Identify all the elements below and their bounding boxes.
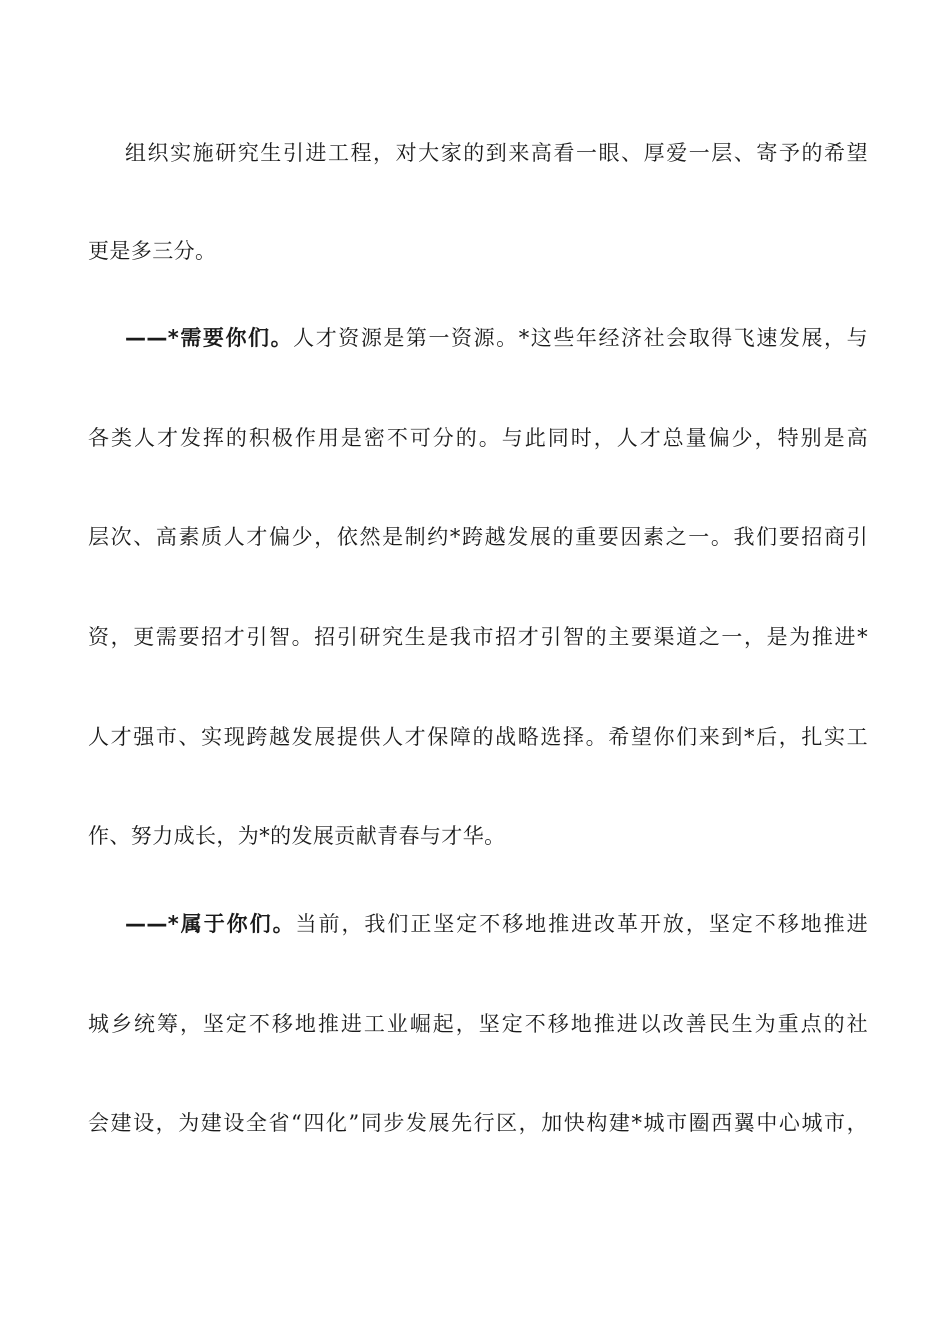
bold-heading-belongs-to-you: ——*属于你们。 [125,912,296,936]
paragraph-line-7: 人才强市、实现跨越发展提供人才保障的战略选择。希望你们来到*后，扎实工 [88,725,868,749]
paragraph-line-3 [125,323,868,353]
paragraph-line-5: 层次、高素质人才偏少，依然是制约*跨越发展的重要因素之一。我们要招商引 [88,525,868,549]
paragraph-line-1: 组织实施研究生引进工程，对大家的到来高看一眼、厚爱一层、寄予的希望 [125,141,868,165]
paragraph-line-11: 会建设，为建设全省“四化”同步发展先行区，加快构建*城市圈西翼中心城市， [88,1111,868,1135]
paragraph-line-9 [125,909,868,939]
paragraph-line-4: 各类人才发挥的积极作用是密不可分的。与此同时，人才总量偏少，特别是高 [88,426,868,450]
paragraph-line-8: 作、努力成长，为*的发展贡献青春与才华。 [88,824,506,848]
paragraph-line-10: 城乡统筹，坚定不移地推进工业崛起，坚定不移地推进以改善民生为重点的社 [88,1012,868,1036]
paragraph-line-6: 资，更需要招才引智。招引研究生是我市招才引智的主要渠道之一，是为推进* [88,625,868,649]
bold-heading-needs-you: ——*需要你们。 [125,326,294,350]
paragraph-line-2: 更是多三分。 [88,239,217,263]
paragraph-line-3-text: 人才资源是第一资源。*这些年经济社会取得飞速发展，与 [293,326,868,350]
paragraph-line-9-text: 当前，我们正坚定不移地推进改革开放，坚定不移地推进 [295,912,868,936]
